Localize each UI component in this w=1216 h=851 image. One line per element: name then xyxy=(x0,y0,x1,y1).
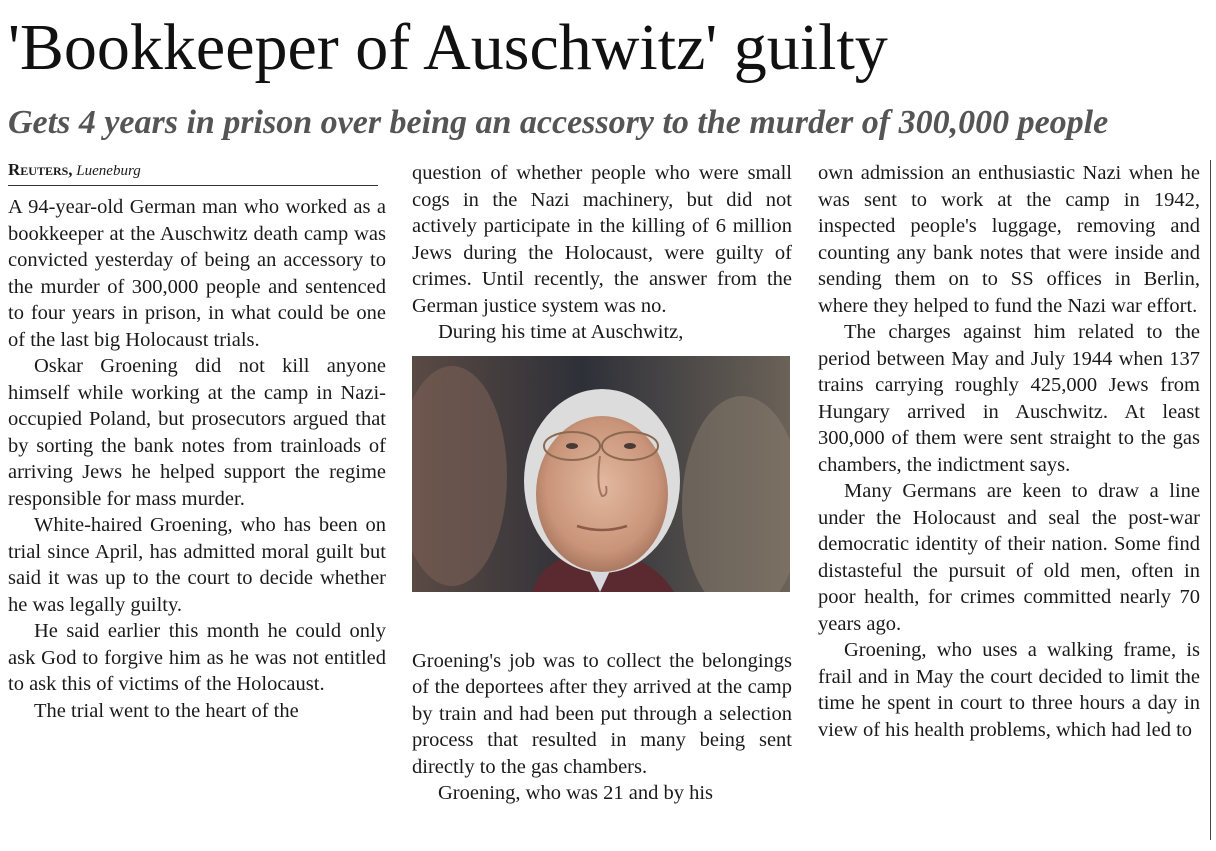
paragraph: A 94-year-old German man who worked as a bookkeeper at the Auschwitz death camp was convicted yesterday of being an accessory to the murder of 300,000 people and sentenced to four years in prison, in what could be one of the last big Holocaust trials. xyxy=(8,196,386,351)
paragraph: During his time at Auschwitz, xyxy=(438,321,684,343)
paragraph: Groening, who uses a walking frame, is frail and in May the court decided to limit the time he spent in court to three hours a day in view of his health problems, which had led to xyxy=(818,639,1200,741)
paragraph: Oskar Groening did not kill anyone himself while working at the camp in Nazi-occupied Poland, but prosecutors argued that by sorting the bank notes from trainloads of arriving Jews he helped support the regime responsible for mass murder. xyxy=(8,355,386,510)
article-column-3 xyxy=(818,160,1200,850)
paragraph: own admission an enthusiastic Nazi when he was sent to work at the camp in 1942, inspected people's luggage, removing and counting any bank notes that were inside and sending them on to SS offices in Berlin, where they helped to fund the Nazi war effort. xyxy=(818,162,1200,317)
byline xyxy=(8,160,378,186)
paragraph: The charges against him related to the period between May and July 1944 when 137 trains carrying roughly 425,000 Jews from Hungary arrived in Auschwitz. At least 300,000 of them were sent straight to the gas chambers, the indictment says. xyxy=(818,321,1200,476)
paragraph: Many Germans are keen to draw a line under the Holocaust and seal the post-war democratic identity of their nation. Some find distasteful the pursuit of old men, often in poor health, for crimes committed nearly 70 years ago. xyxy=(818,480,1200,635)
paragraph: The trial went to the heart of the xyxy=(34,699,299,722)
article-column-2 xyxy=(412,160,792,850)
groening-photo xyxy=(412,356,790,592)
headline: 'Bookkeeper of Auschwitz' guilty xyxy=(8,11,888,84)
paragraph: He said earlier this month he could only ask God to forgive him as he was not entitled to ask this of victims of the Holocaust. xyxy=(8,620,386,695)
paragraph: Groening's job was to collect the belongings of the deportees after they arrived at the camp by train and had been put through a selection process that resulted in many being sent directly to the gas chambers. xyxy=(412,649,792,778)
subheadline: Gets 4 years in prison over being an accessory to the murder of 300,000 people xyxy=(8,104,1109,141)
article-column-1 xyxy=(8,160,386,850)
byline-agency: Reuters, xyxy=(8,160,73,179)
byline-place: Lueneburg xyxy=(76,163,141,179)
column-rule xyxy=(1210,160,1211,840)
portrait-illustration xyxy=(412,356,790,592)
paragraph: Groening, who was 21 and by his xyxy=(438,782,714,804)
paragraph: White-haired Groening, who has been on trial since April, has admitted moral guilt but said it was up to the court to decide whether he was legally guilty. xyxy=(8,514,386,616)
paragraph: question of whether people who were small cogs in the Nazi machinery, but did not actively participate in the killing of 6 million Jews during the Holocaust, were guilty of crimes. Until recently, the answer from the German justice system was no. xyxy=(412,162,792,317)
